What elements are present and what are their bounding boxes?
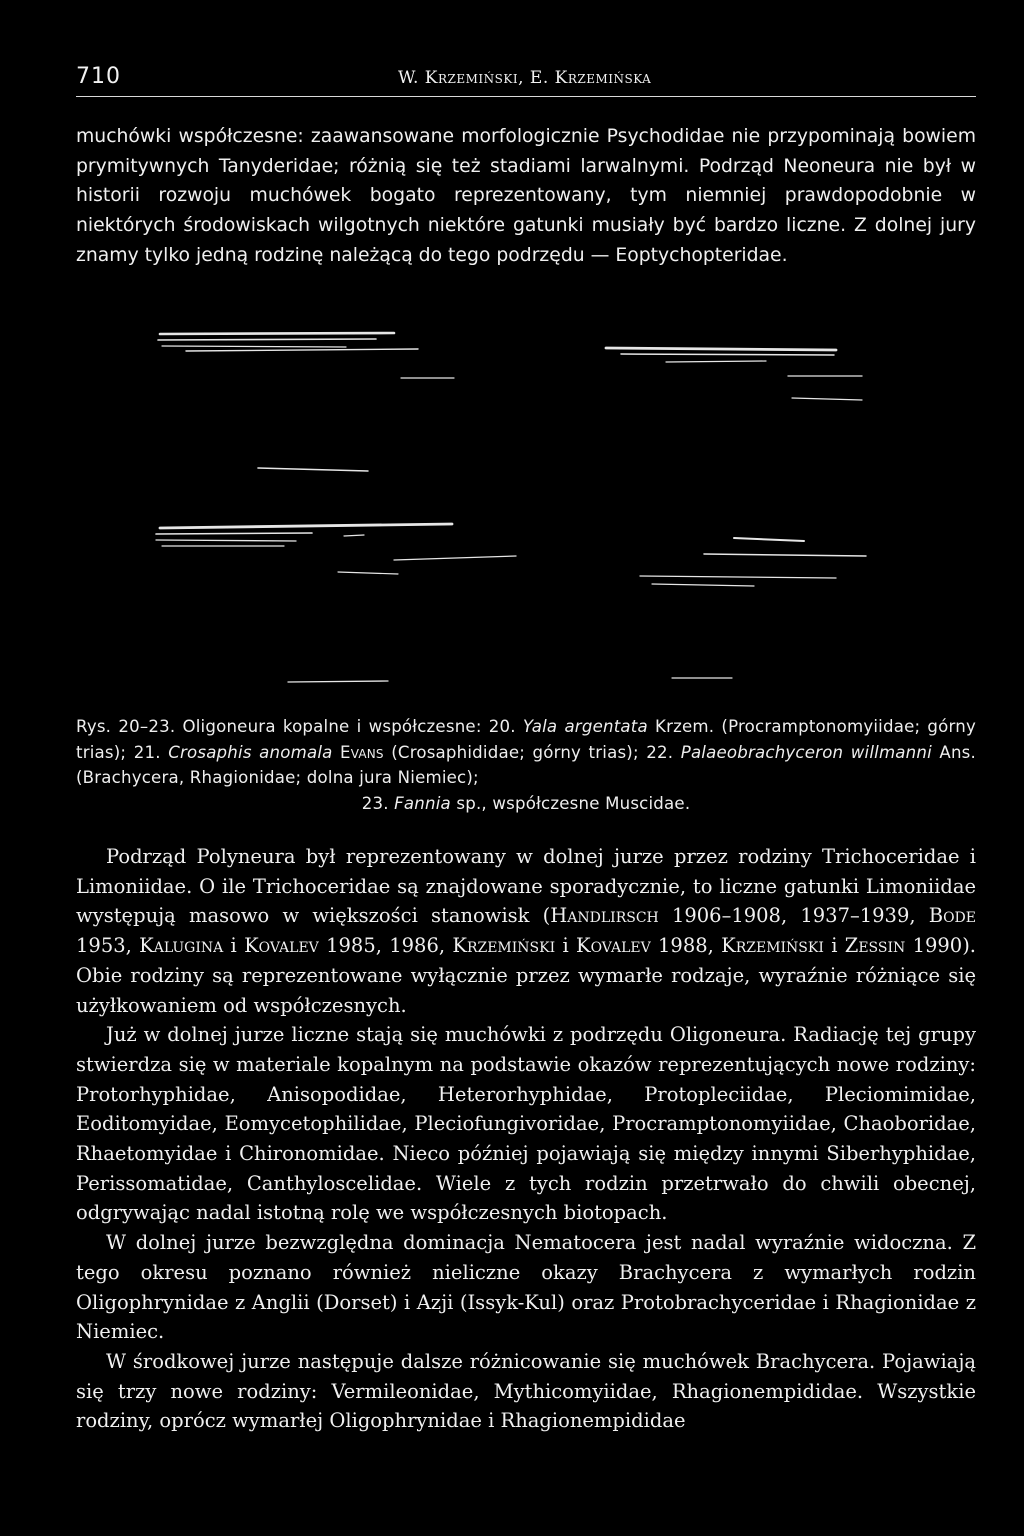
citation-author: Kovalev [576, 934, 651, 958]
text-run: i [223, 934, 245, 958]
page-number: 710 [76, 64, 121, 89]
caption-part4: Ans. (Brachycera, Rhagionidae; dolna jura Niemiec); [76, 742, 976, 787]
caption-taxon-1: Yala argentata [522, 717, 648, 736]
caption-last-line [76, 791, 976, 817]
caption-part3: (Crosaphididae; górny trias); 22. [383, 742, 681, 762]
text-run: i [555, 934, 576, 958]
paragraph-middle-jurassic: W środkowej jurze następuje dalsze różnicowanie się muchówek Brachycera. Pojawiają się trzy nowe rodziny: Vermileonidae, Mythicomyiidae, Rhagionempididae. Wszystkie rodziny, oprócz wymarłej Oligophrynidae i Rhagionempididae [76, 1349, 976, 1433]
text-run: 1953, [76, 934, 140, 958]
caption-last-num: 23. [361, 793, 395, 813]
caption-taxon-4: Fannia [394, 793, 451, 813]
citation-author: Krzemiński [452, 934, 556, 958]
text-run: 1985, 1986, [318, 934, 453, 958]
citation-author: Zessin [844, 934, 906, 958]
text-run: Podrząd Polyneura był reprezentowany w dolnej jurze przez rodziny Trichoceridae i Limoniidae. O ile Trichoceridae są znajdowane sporadycznie, to liczne gatunki Limoniidae występują masowo w większości stanowisk ( [76, 845, 976, 928]
paragraph-oligoneura: Już w dolnej jurze liczne stają się muchówki z podrzędu Oligoneura. Radiację tej grupy stwierdza się w materiale kopalnym na podstawie okazów reprezentujących nowe rodziny: Protorhyphidae, Anisopodidae, Heterorhyphidae, Protopleciidae, Pleciomimidae, Eoditomyidae, Eomycetophilidae, Pleciofungivoridae, Procramptonomyiidae, Chaoboridae, Rhaetomyidae i Chironomidae. Nieco później pojawiają się między innymi Siberhyphidae, Perissomatidae, Canthyloscelidae. Wiele z tych rodzin przetrwało do chwili obecnej, odgrywając nadal istotną rolę we współczesnych biotopach. [76, 1023, 976, 1225]
header-rule [76, 96, 976, 97]
citation-author: Krzemiński [721, 934, 824, 958]
caption-part1: Rys. 20–23. Oligoneura kopalne i współczesne: 20. [76, 717, 523, 736]
body-text [76, 842, 976, 1436]
wing-venation-figure [76, 320, 976, 700]
caption-part5: sp., współczesne Muscidae. [450, 793, 691, 813]
caption-taxon-2: Crosaphis anomala [168, 742, 333, 762]
paragraph-lower-jurassic: W dolnej jurze bezwzględna dominacja Nematocera jest nadal wyraźnie widoczna. Z tego okresu poznano również nieliczne okazy Brachycera z wymarłych rodzin Oligophrynidae z Anglii (Dorset) i Azji (Issyk-Kul) oraz Protobrachyceridae i Rhagionidae z Niemiec. [76, 1231, 976, 1344]
caption-author-2: Evans [340, 742, 384, 762]
citation-author: Handlirsch [550, 904, 659, 928]
citation-author: Kovalev [244, 934, 319, 958]
citation-author: Kalugina [139, 934, 224, 958]
caption-taxon-3: Palaeobrachyceron willmanni [680, 742, 932, 762]
page-header [76, 64, 976, 96]
text-run: i [823, 934, 845, 958]
text-run: 1990). Obie rodziny są reprezentowane wyłącznie przez wymarłe rodzaje, wyraźnie różniące się użyłkowaniem od współczesnych. [76, 934, 977, 1017]
figure-wing-drawings [76, 320, 976, 700]
text-run: 1906–1908, 1937–1939, [658, 904, 929, 928]
paragraph-polyneura [76, 842, 976, 1020]
citation-author: Bode [928, 904, 976, 928]
intro-paragraph: muchówki współczesne: zaawansowane morfologicznie Psychodidae nie przypominają bowiem prymitywnych Tanyderidae; różnią się też stadiami larwalnymi. Podrząd Neoneura nie był w historii rozwoju muchówek bogato reprezentowany, tym niemniej prawdopodobnie w niektórych środowiskach wilgotnych niektóre gatunki musiały być bardzo liczne. Z dolnej jury znamy tylko jedną rodzinę należącą do tego podrzędu — Eoptychopteridae. [76, 126, 976, 266]
running-head-authors: W. Krzemiński, E. Krzemińska [398, 68, 652, 88]
figure-caption [76, 714, 976, 816]
text-run: 1988, [650, 934, 722, 958]
caption-part2: Krzem. (Procramptonomyiidae; górny trias); 21. [76, 717, 976, 762]
